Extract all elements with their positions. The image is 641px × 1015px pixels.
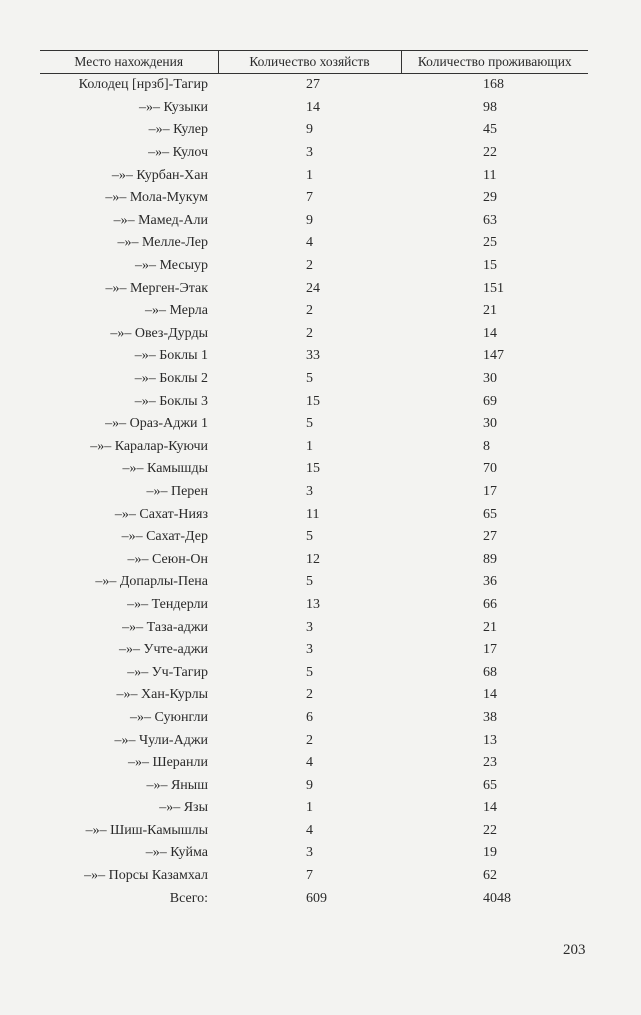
cell-residents: 65 (483, 506, 497, 522)
cell-location: –»– Сахат-Дер (121, 529, 208, 545)
cell-households: 6 (306, 709, 313, 725)
cell-location: –»– Каралар-Куючи (90, 438, 208, 454)
cell-location: –»– Камышды (122, 461, 208, 477)
cell-households: 1 (306, 167, 313, 183)
table-row (40, 661, 588, 684)
cell-residents: 23 (483, 755, 497, 771)
cell-residents: 14 (483, 687, 497, 703)
table-row (40, 119, 588, 142)
cell-households: 3 (306, 845, 313, 861)
table-row (40, 503, 588, 526)
cell-residents: 22 (483, 145, 497, 161)
table-body (40, 74, 588, 910)
cell-residents: 22 (483, 822, 497, 838)
cell-location: –»– Таза-аджи (122, 619, 208, 635)
cell-location: –»– Хан-Курлы (116, 687, 208, 703)
column-header-location: Место нахождения (40, 51, 218, 74)
cell-households: 2 (306, 325, 313, 341)
cell-households: 5 (306, 529, 313, 545)
cell-households: 2 (306, 732, 313, 748)
cell-households: 9 (306, 777, 313, 793)
cell-residents: 63 (483, 212, 497, 228)
cell-location: –»– Сахат-Нияз (114, 506, 208, 522)
cell-households: 609 (306, 890, 327, 906)
cell-location: –»– Яныш (146, 777, 208, 793)
cell-residents: 69 (483, 393, 497, 409)
cell-households: 12 (306, 551, 320, 567)
cell-location: –»– Кулоч (148, 145, 208, 161)
cell-location: –»– Перен (146, 483, 208, 499)
cell-location: –»– Суюнгли (130, 709, 208, 725)
table-row (40, 232, 588, 255)
table-row (40, 820, 588, 843)
cell-households: 3 (306, 642, 313, 658)
cell-location: –»– Порсы Казамхал (84, 868, 208, 884)
cell-residents: 151 (483, 280, 504, 296)
cell-residents: 30 (483, 371, 497, 387)
cell-location: –»– Боклы 2 (134, 371, 208, 387)
cell-residents: 13 (483, 732, 497, 748)
cell-residents: 17 (483, 483, 497, 499)
cell-households: 3 (306, 619, 313, 635)
cell-location: –»– Месыур (135, 258, 208, 274)
table-row (40, 594, 588, 617)
table-row (40, 74, 588, 97)
table-row (40, 255, 588, 278)
cell-households: 14 (306, 99, 320, 115)
cell-residents: 65 (483, 777, 497, 793)
cell-residents: 4048 (483, 890, 511, 906)
cell-residents: 27 (483, 529, 497, 545)
cell-residents: 89 (483, 551, 497, 567)
cell-residents: 14 (483, 800, 497, 816)
table-row (40, 413, 588, 436)
cell-households: 5 (306, 664, 313, 680)
table-row (40, 277, 588, 300)
table-row (40, 390, 588, 413)
cell-households: 7 (306, 190, 313, 206)
cell-location: –»– Мерген-Этак (105, 280, 208, 296)
cell-households: 3 (306, 483, 313, 499)
cell-residents: 30 (483, 416, 497, 432)
cell-location: –»– Учте-аджи (119, 642, 208, 658)
cell-households: 4 (306, 822, 313, 838)
cell-location: –»– Уч-Тагир (127, 664, 208, 680)
table-row (40, 616, 588, 639)
table-row (40, 639, 588, 662)
cell-households: 5 (306, 371, 313, 387)
table-row (40, 481, 588, 504)
table-row (40, 684, 588, 707)
table-row (40, 458, 588, 481)
cell-residents: 14 (483, 325, 497, 341)
column-header-residents: Количество проживающих (401, 51, 588, 74)
column-header-households: Количество хозяйств (218, 51, 401, 74)
cell-households: 9 (306, 212, 313, 228)
cell-location: –»– Мола-Мукум (105, 190, 208, 206)
table-row (40, 752, 588, 775)
cell-residents: 29 (483, 190, 497, 206)
cell-location: –»– Мерла (145, 303, 208, 319)
cell-households: 33 (306, 348, 320, 364)
cell-location: –»– Шиш-Камышлы (85, 822, 208, 838)
table-row (40, 323, 588, 346)
cell-households: 27 (306, 77, 320, 93)
cell-location: Колодец [нрзб]-Тагир (78, 77, 208, 93)
cell-location: Всего: (169, 890, 208, 906)
cell-location: –»– Боклы 1 (134, 348, 208, 364)
cell-location: –»– Мамед-Али (113, 212, 208, 228)
table-row (40, 797, 588, 820)
cell-residents: 17 (483, 642, 497, 658)
cell-households: 9 (306, 122, 313, 138)
table-row (40, 548, 588, 571)
table-row (40, 526, 588, 549)
table-row (40, 164, 588, 187)
table-row (40, 729, 588, 752)
cell-location: –»– Шеранли (127, 755, 208, 771)
table-row (40, 300, 588, 323)
cell-location: –»– Курбан-Хан (111, 167, 208, 183)
cell-residents: 68 (483, 664, 497, 680)
cell-households: 2 (306, 258, 313, 274)
table-row (40, 97, 588, 120)
table-row (40, 345, 588, 368)
settlement-table (40, 50, 588, 910)
cell-households: 24 (306, 280, 320, 296)
cell-location: –»– Допарлы-Пена (95, 574, 208, 590)
cell-location: –»– Тендерли (127, 596, 208, 612)
cell-location: –»– Боклы 3 (134, 393, 208, 409)
cell-households: 5 (306, 574, 313, 590)
table-row (40, 142, 588, 165)
cell-residents: 98 (483, 99, 497, 115)
cell-residents: 66 (483, 596, 497, 612)
cell-residents: 45 (483, 122, 497, 138)
cell-households: 15 (306, 393, 320, 409)
cell-location: –»– Мелле-Лер (117, 235, 208, 251)
table-row (40, 865, 588, 888)
cell-residents: 62 (483, 868, 497, 884)
cell-residents: 8 (483, 438, 490, 454)
cell-households: 11 (306, 506, 320, 522)
cell-households: 7 (306, 868, 313, 884)
cell-households: 2 (306, 303, 313, 319)
cell-location: –»– Ораз-Аджи 1 (105, 416, 208, 432)
cell-households: 1 (306, 800, 313, 816)
cell-residents: 21 (483, 619, 497, 635)
cell-residents: 70 (483, 461, 497, 477)
cell-residents: 21 (483, 303, 497, 319)
table-row (40, 842, 588, 865)
table-header (40, 51, 588, 74)
cell-households: 4 (306, 235, 313, 251)
table-row (40, 571, 588, 594)
table-row (40, 368, 588, 391)
cell-residents: 15 (483, 258, 497, 274)
cell-location: –»– Овез-Дурды (110, 325, 208, 341)
cell-households: 15 (306, 461, 320, 477)
cell-residents: 36 (483, 574, 497, 590)
page-number: 203 (563, 942, 586, 958)
cell-residents: 25 (483, 235, 497, 251)
cell-households: 1 (306, 438, 313, 454)
cell-residents: 168 (483, 77, 504, 93)
cell-households: 4 (306, 755, 313, 771)
cell-households: 5 (306, 416, 313, 432)
table-row (40, 210, 588, 233)
cell-location: –»– Язы (159, 800, 208, 816)
cell-residents: 19 (483, 845, 497, 861)
cell-location: –»– Сеюн-Он (127, 551, 208, 567)
cell-residents: 147 (483, 348, 504, 364)
cell-location: –»– Куйма (145, 845, 208, 861)
cell-households: 2 (306, 687, 313, 703)
cell-residents: 11 (483, 167, 497, 183)
cell-location: –»– Кулер (148, 122, 208, 138)
cell-households: 13 (306, 596, 320, 612)
cell-households: 3 (306, 145, 313, 161)
cell-location: –»– Чули-Аджи (114, 732, 208, 748)
table-row (40, 774, 588, 797)
total-row (40, 887, 588, 910)
table-row (40, 707, 588, 730)
table-row (40, 436, 588, 459)
cell-residents: 38 (483, 709, 497, 725)
cell-location: –»– Кузыки (138, 99, 208, 115)
table-row (40, 187, 588, 210)
